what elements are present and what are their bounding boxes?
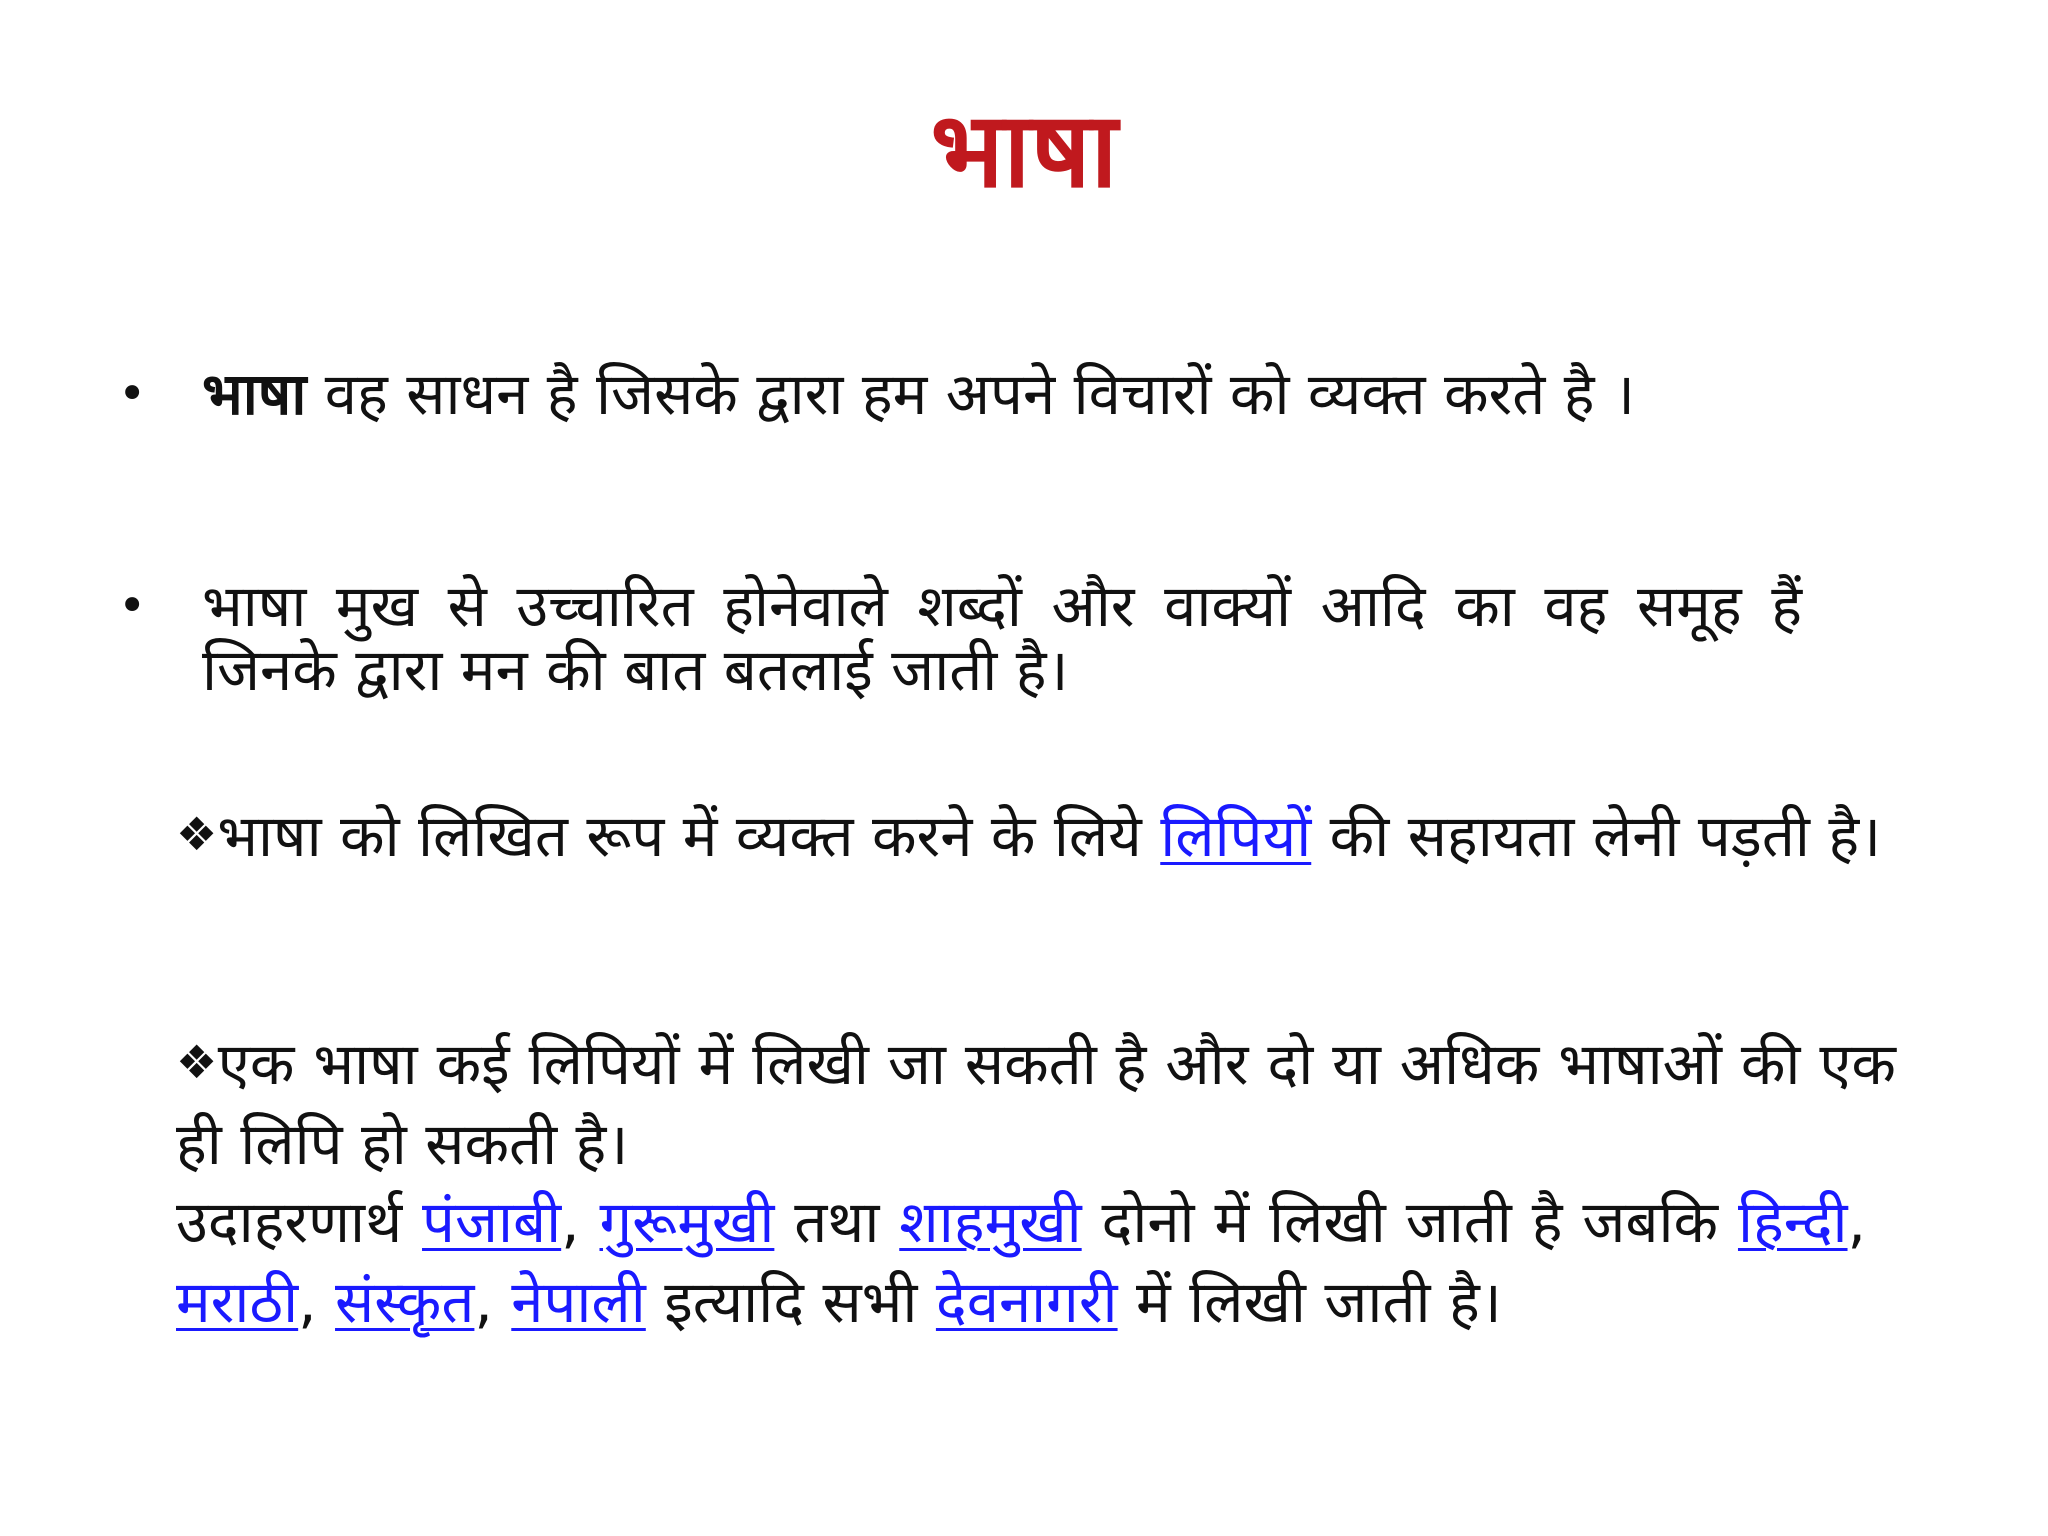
paragraph-multiple-scripts xyxy=(176,1022,1896,1184)
bullet-dot-icon: • xyxy=(118,578,147,634)
paragraph-text: , xyxy=(298,1268,336,1336)
bullet-bold-term: भाषा xyxy=(202,360,307,428)
link-hindi[interactable]: हिन्दी xyxy=(1737,1188,1848,1256)
paragraph-examples xyxy=(176,1182,1866,1342)
link-sanskrit[interactable]: संस्कृत xyxy=(335,1268,475,1336)
bullet-text: भाषा मुख से उच्चारित होनेवाले शब्दों और वाक्यों आदि का वह समूह हैं जिनके द्वारा मन की बात बतलाई जाती है। xyxy=(202,572,1802,704)
paragraph-text: दोनो में लिखी जाती है जबकि xyxy=(1081,1188,1738,1256)
paragraph-text: इत्यादि सभी xyxy=(645,1268,936,1336)
link-punjabi[interactable]: पंजाबी xyxy=(422,1188,562,1256)
paragraph-text: , xyxy=(1847,1188,1866,1256)
bullet-text: वह साधन है जिसके द्वारा हम अपने विचारों को व्यक्त करते है । xyxy=(306,360,1635,428)
bullet-dot-icon: • xyxy=(118,366,147,422)
link-marathi[interactable]: मराठी xyxy=(176,1268,299,1336)
link-devanagari[interactable]: देवनागरी xyxy=(935,1268,1118,1336)
paragraph-scripts xyxy=(176,794,1946,876)
paragraph-text: की सहायता लेनी पड़ती है। xyxy=(1311,802,1882,870)
paragraph-text: में लिखी जाती है। xyxy=(1117,1268,1502,1336)
diamond-bullet-icon: ❖ xyxy=(176,1035,218,1089)
paragraph-text: भाषा को लिखित रूप में व्यक्त करने के लिये xyxy=(217,802,1161,870)
link-lipiyon[interactable]: लिपियों xyxy=(1160,802,1312,870)
paragraph-text: उदाहरणार्थ xyxy=(176,1188,423,1256)
link-shahmukhi[interactable]: शाहमुखी xyxy=(899,1188,1082,1256)
paragraph-text: तथा xyxy=(774,1188,900,1256)
link-gurmukhi[interactable]: गुरूमुखी xyxy=(599,1188,775,1256)
link-nepali[interactable]: नेपाली xyxy=(511,1268,646,1336)
paragraph-text: , xyxy=(474,1268,512,1336)
bullet-definition xyxy=(118,360,1802,428)
diamond-bullet-icon: ❖ xyxy=(176,807,218,861)
slide-title: भाषा xyxy=(930,89,1118,211)
paragraph-text: एक भाषा कई लिपियों में लिखी जा सकती है और दो या अधिक भाषाओं की एक ही लिपि हो सकती है। xyxy=(176,1030,1896,1178)
paragraph-text: , xyxy=(561,1188,600,1256)
bullet-spoken-language xyxy=(118,572,1802,704)
